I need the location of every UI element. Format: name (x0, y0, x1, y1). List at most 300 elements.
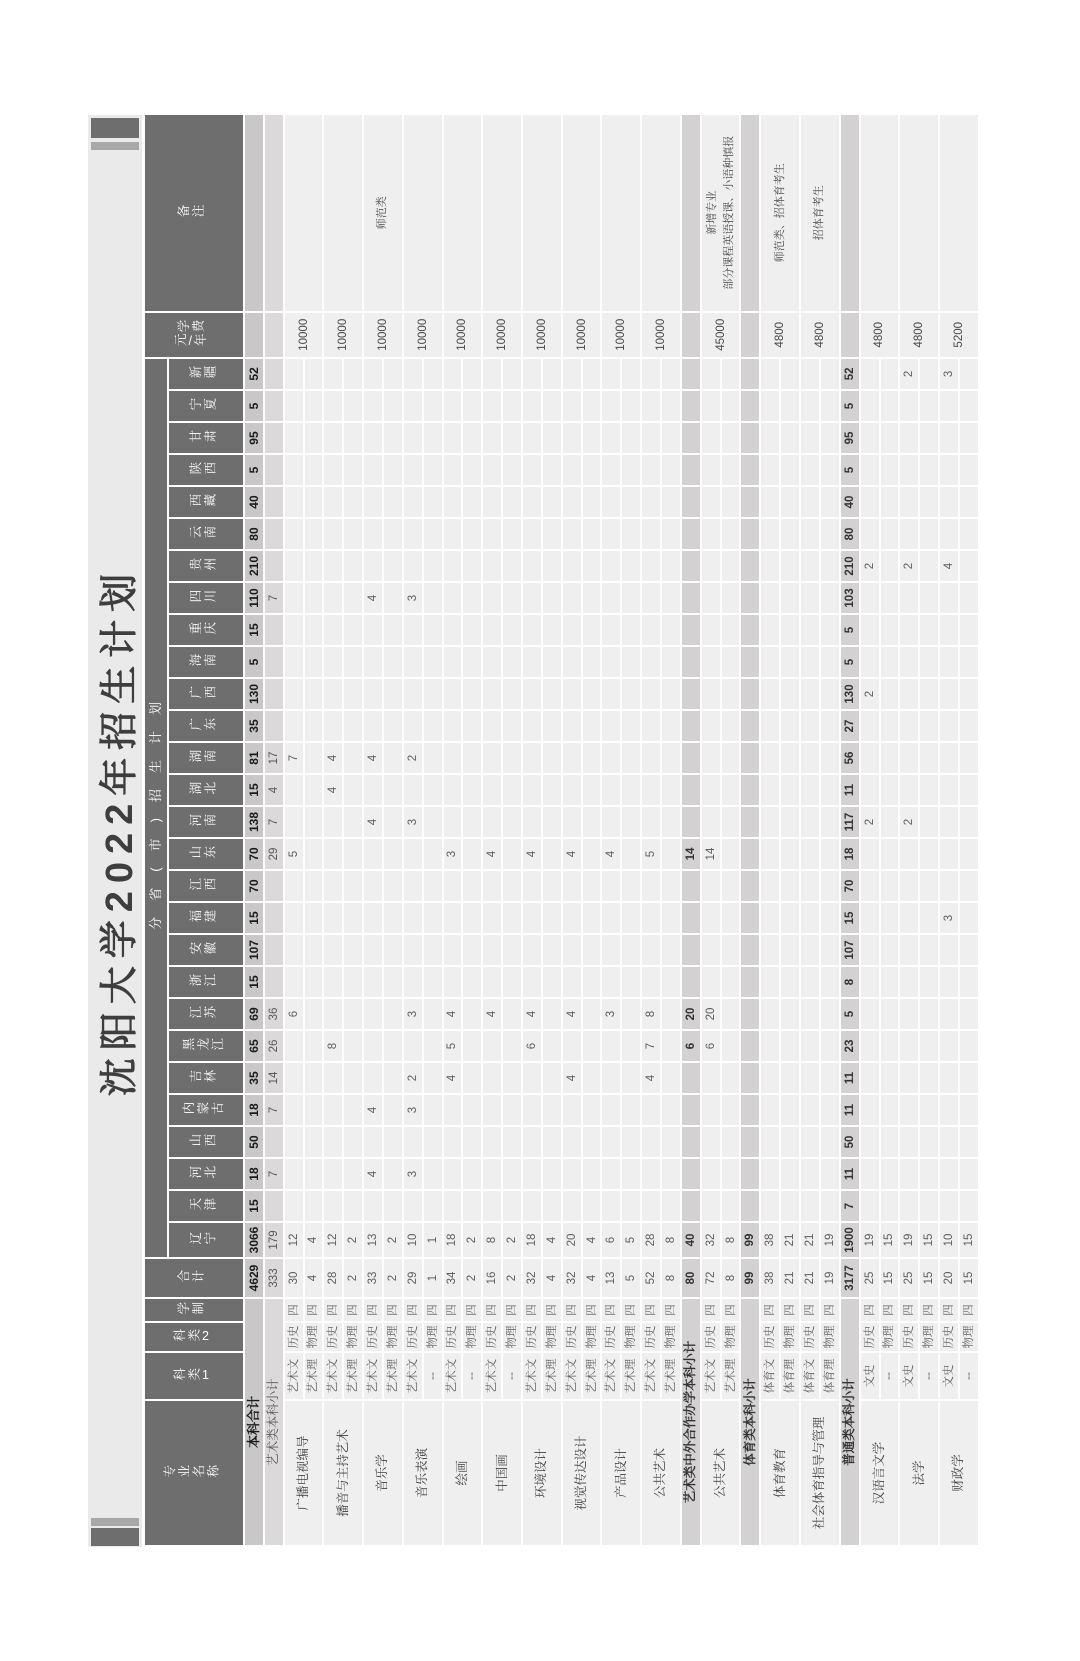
province-value-cell (502, 518, 522, 550)
province-value-cell: 70 (244, 838, 264, 870)
duration-cell: 四 (880, 1298, 900, 1322)
province-value-cell (860, 934, 880, 966)
province-value-cell (502, 1126, 522, 1158)
province-value-cell: 4 (562, 998, 582, 1030)
province-value-cell (721, 582, 741, 614)
province-value-cell (343, 358, 363, 390)
province-value-cell (780, 582, 800, 614)
province-value-cell (860, 582, 880, 614)
province-value-cell (304, 1030, 324, 1062)
province-value-cell (780, 358, 800, 390)
province-value-cell (323, 1126, 343, 1158)
subject-type2-cell: 历史 (701, 1322, 721, 1352)
province-value-cell (800, 774, 820, 806)
province-value-cell: 80 (244, 518, 264, 550)
province-value-cell (959, 838, 979, 870)
total-value-cell: 4 (542, 1258, 562, 1298)
total-value-cell: 8 (721, 1258, 741, 1298)
province-value-cell (363, 966, 383, 998)
province-value-cell (423, 902, 443, 934)
province-value-cell (880, 774, 900, 806)
province-value-cell (462, 870, 482, 902)
province-value-cell (959, 582, 979, 614)
province-value-cell (661, 710, 681, 742)
subject-type1-cell: 艺术文 (601, 1352, 621, 1400)
province-value-cell (820, 1094, 840, 1126)
subject-type1-cell: 艺术文 (284, 1352, 304, 1400)
province-value-cell (423, 358, 443, 390)
province-value-cell (661, 1126, 681, 1158)
province-value-cell (582, 550, 602, 582)
tuition-cell: 5200 (939, 312, 979, 358)
province-value-cell (542, 614, 562, 646)
province-value-cell (284, 614, 304, 646)
province-value-cell (860, 966, 880, 998)
remark-cell (323, 114, 363, 312)
tuition-cell: 10000 (323, 312, 363, 358)
province-header: 河南 (168, 806, 244, 838)
province-value-cell (502, 678, 522, 710)
table-row (760, 114, 780, 1546)
subject-type2-cell: 物理 (661, 1322, 681, 1352)
subject-type2-cell: 物理 (462, 1322, 482, 1352)
province-value-cell (403, 902, 423, 934)
province-value-cell: 130 (840, 678, 860, 710)
province-value-cell (621, 1158, 641, 1190)
province-value-cell (363, 390, 383, 422)
province-value-cell (462, 806, 482, 838)
province-value-cell (582, 774, 602, 806)
province-value-cell (939, 1094, 959, 1126)
province-value-cell (502, 646, 522, 678)
province-value-cell (264, 358, 284, 390)
province-value-cell (661, 934, 681, 966)
province-value-cell (899, 838, 919, 870)
province-value-cell (284, 1158, 304, 1190)
province-value-cell (403, 422, 423, 454)
province-value-cell (562, 518, 582, 550)
province-value-cell (701, 806, 721, 838)
subject-type2-cell: 历史 (403, 1322, 423, 1352)
province-header: 宁夏 (168, 390, 244, 422)
province-value-cell (323, 422, 343, 454)
province-value-cell (284, 1030, 304, 1062)
province-value-cell (860, 998, 880, 1030)
province-value-cell (423, 550, 443, 582)
province-header: 黑龙江 (168, 1030, 244, 1062)
page-title: 沈阳大学2022年招生计划 (98, 565, 141, 1097)
tuition-header: 学费 元/年 (144, 312, 244, 358)
province-value-cell (880, 806, 900, 838)
title-bar (88, 115, 142, 1547)
province-header: 安徽 (168, 934, 244, 966)
province-value-cell (601, 742, 621, 774)
province-value-cell (542, 486, 562, 518)
province-value-cell (403, 870, 423, 902)
major-name-cell: 音乐表演 (403, 1400, 443, 1546)
total-value-cell: 20 (939, 1258, 959, 1298)
province-value-cell (721, 646, 741, 678)
province-value-cell (601, 1030, 621, 1062)
province-value-cell: 13 (363, 1222, 383, 1258)
table-row (800, 114, 820, 1546)
province-value-cell (502, 902, 522, 934)
province-value-cell (601, 678, 621, 710)
province-value-cell (383, 582, 403, 614)
province-value-cell (462, 390, 482, 422)
province-value-cell (542, 454, 562, 486)
province-value-cell (760, 646, 780, 678)
duration-cell: 四 (502, 1298, 522, 1322)
province-value-cell: 4 (482, 998, 502, 1030)
province-value-cell (641, 1126, 661, 1158)
remark-cell (562, 114, 602, 312)
province-value-cell: 4 (323, 774, 343, 806)
province-value-cell (701, 678, 721, 710)
province-value-cell (780, 390, 800, 422)
province-value-cell (740, 550, 760, 582)
province-value-cell (482, 870, 502, 902)
province-value-cell (760, 1190, 780, 1222)
province-value-cell (383, 614, 403, 646)
province-value-cell (681, 870, 701, 902)
province-value-cell (323, 582, 343, 614)
province-value-cell (800, 1062, 820, 1094)
table-row (701, 114, 721, 1546)
province-value-cell: 5 (244, 454, 264, 486)
province-value-cell (601, 774, 621, 806)
province-value-cell (343, 614, 363, 646)
province-value-cell (343, 646, 363, 678)
remark-cell (482, 114, 522, 312)
major-name-cell: 体育教育 (760, 1400, 800, 1546)
province-value-cell (681, 902, 701, 934)
province-header: 福建 (168, 902, 244, 934)
province-value-cell (880, 1030, 900, 1062)
province-value-cell (860, 710, 880, 742)
province-value-cell: 3 (403, 1094, 423, 1126)
province-value-cell (661, 422, 681, 454)
province-value-cell (740, 678, 760, 710)
province-value-cell (264, 550, 284, 582)
duration-cell: 四 (482, 1298, 502, 1322)
total-value-cell: 15 (880, 1258, 900, 1298)
province-value-cell (740, 1158, 760, 1190)
province-value-cell (562, 486, 582, 518)
province-value-cell: 3 (403, 582, 423, 614)
province-value-cell (880, 1062, 900, 1094)
province-header: 西藏 (168, 486, 244, 518)
province-value-cell (939, 1158, 959, 1190)
province-value-cell (800, 806, 820, 838)
province-value-cell (919, 998, 939, 1030)
subject-type2-cell: 历史 (800, 1322, 820, 1352)
province-value-cell (462, 1190, 482, 1222)
total-value-cell: 34 (443, 1258, 463, 1298)
province-value-cell: 20 (681, 998, 701, 1030)
duration-cell: 四 (323, 1298, 343, 1322)
province-value-cell (284, 1190, 304, 1222)
province-value-cell (284, 710, 304, 742)
province-value-cell: 6 (601, 1222, 621, 1258)
total-value-cell: 32 (522, 1258, 542, 1298)
province-value-cell (919, 902, 939, 934)
province-value-cell (403, 710, 423, 742)
province-value-cell (681, 582, 701, 614)
province-value-cell (542, 678, 562, 710)
remark-cell: 招体育考生 (800, 114, 840, 312)
province-value-cell: 15 (880, 1222, 900, 1258)
province-value-cell (899, 1030, 919, 1062)
subject-type2-header: 科类2 (144, 1322, 244, 1352)
province-value-cell (740, 614, 760, 646)
province-value-cell (522, 774, 542, 806)
province-value-cell (284, 358, 304, 390)
province-value-cell (423, 966, 443, 998)
province-value-cell (383, 710, 403, 742)
province-value-cell (760, 390, 780, 422)
province-value-cell (899, 998, 919, 1030)
province-value-cell (621, 454, 641, 486)
duration-cell: 四 (462, 1298, 482, 1322)
category-subtotal-label: 艺术类中外合作办学本科小计 (681, 1298, 701, 1546)
province-value-cell: 6 (522, 1030, 542, 1062)
province-value-cell (800, 742, 820, 774)
province-value-cell (343, 870, 363, 902)
province-value-cell: 36 (264, 998, 284, 1030)
province-value-cell (820, 1062, 840, 1094)
province-value-cell (740, 710, 760, 742)
remark-cell: 新增专业 部分课程英语授课、小语种慎报 (701, 114, 741, 312)
province-value-cell (423, 422, 443, 454)
province-value-cell (363, 614, 383, 646)
province-value-cell (681, 678, 701, 710)
province-value-cell (621, 902, 641, 934)
duration-cell: 四 (919, 1298, 939, 1322)
province-value-cell (899, 1158, 919, 1190)
province-value-cell (502, 774, 522, 806)
province-value-cell (621, 678, 641, 710)
province-value-cell: 7 (264, 1094, 284, 1126)
province-value-cell (323, 550, 343, 582)
province-value-cell (721, 806, 741, 838)
province-value-cell (284, 582, 304, 614)
major-name-cell: 财政学 (939, 1400, 979, 1546)
province-value-cell (701, 934, 721, 966)
province-header: 山西 (168, 1126, 244, 1158)
province-value-cell (800, 902, 820, 934)
total-value-cell: 4 (304, 1258, 324, 1298)
province-value-cell (701, 454, 721, 486)
province-value-cell (502, 870, 522, 902)
province-value-cell: 4 (482, 838, 502, 870)
province-value-cell (780, 966, 800, 998)
table-row (244, 114, 264, 1546)
major-name-cell: 音乐学 (363, 1400, 403, 1546)
tuition-cell: 10000 (641, 312, 681, 358)
province-value-cell (383, 902, 403, 934)
province-value-cell (880, 678, 900, 710)
province-value-cell: 15 (919, 1222, 939, 1258)
province-value-cell (721, 774, 741, 806)
province-value-cell (740, 1030, 760, 1062)
province-value-cell (423, 582, 443, 614)
duration-cell: 四 (860, 1298, 880, 1322)
province-value-cell: 18 (443, 1222, 463, 1258)
province-value-cell (482, 550, 502, 582)
tuition-cell: 10000 (522, 312, 562, 358)
province-value-cell: 14 (701, 838, 721, 870)
province-value-cell (820, 966, 840, 998)
province-value-cell: 95 (840, 422, 860, 454)
province-value-cell: 2 (899, 550, 919, 582)
province-value-cell (820, 390, 840, 422)
province-value-cell: 70 (840, 870, 860, 902)
province-value-cell (582, 358, 602, 390)
province-value-cell (919, 358, 939, 390)
province-value-cell (502, 550, 522, 582)
subject-type2-cell: 物理 (582, 1322, 602, 1352)
province-value-cell (919, 678, 939, 710)
province-value-cell (939, 870, 959, 902)
province-value-cell (284, 902, 304, 934)
province-value-cell (304, 1190, 324, 1222)
duration-cell: 四 (383, 1298, 403, 1322)
province-value-cell (462, 934, 482, 966)
subject-type1-cell: 艺术文 (701, 1352, 721, 1400)
province-value-cell (740, 1126, 760, 1158)
province-value-cell (502, 358, 522, 390)
province-value-cell (601, 1158, 621, 1190)
province-value-cell (899, 774, 919, 806)
province-value-cell (860, 1126, 880, 1158)
province-value-cell (661, 1158, 681, 1190)
province-value-cell: 6 (284, 998, 304, 1030)
province-value-cell: 99 (740, 1222, 760, 1258)
province-value-cell: 5 (641, 838, 661, 870)
province-value-cell (304, 1126, 324, 1158)
duration-cell: 四 (601, 1298, 621, 1322)
total-value-cell: 21 (800, 1258, 820, 1298)
province-value-cell: 5 (840, 454, 860, 486)
province-value-cell (701, 486, 721, 518)
province-value-cell (502, 998, 522, 1030)
province-value-cell (304, 774, 324, 806)
province-value-cell (919, 486, 939, 518)
subject-type2-cell: 历史 (522, 1322, 542, 1352)
province-value-cell: 11 (840, 1094, 860, 1126)
province-value-cell (482, 774, 502, 806)
province-value-cell: 4 (323, 742, 343, 774)
province-value-cell (641, 646, 661, 678)
province-value-cell (562, 710, 582, 742)
province-value-cell (482, 966, 502, 998)
province-value-cell (800, 646, 820, 678)
province-value-cell (403, 646, 423, 678)
province-value-cell: 4 (562, 838, 582, 870)
province-value-cell (403, 678, 423, 710)
province-value-cell (939, 1030, 959, 1062)
province-value-cell: 12 (323, 1222, 343, 1258)
province-value-cell (343, 550, 363, 582)
province-value-cell (661, 486, 681, 518)
province-value-cell (383, 966, 403, 998)
province-value-cell (939, 646, 959, 678)
province-value-cell (343, 742, 363, 774)
province-value-cell (641, 454, 661, 486)
province-value-cell (661, 550, 681, 582)
province-value-cell (919, 838, 939, 870)
province-value-cell (780, 1126, 800, 1158)
province-value-cell: 117 (840, 806, 860, 838)
province-value-cell (363, 774, 383, 806)
province-value-cell (562, 678, 582, 710)
category-subtotal-label: 普通类本科小计 (840, 1298, 860, 1546)
subject-type2-cell: 物理 (780, 1322, 800, 1352)
province-value-cell (522, 1158, 542, 1190)
province-value-cell (304, 998, 324, 1030)
subject-type1-cell: 艺术文 (363, 1352, 383, 1400)
province-value-cell (820, 742, 840, 774)
province-value-cell (959, 486, 979, 518)
province-value-cell (264, 710, 284, 742)
table-row (482, 114, 502, 1546)
province-value-cell (641, 966, 661, 998)
province-value-cell (403, 614, 423, 646)
province-value-cell (383, 358, 403, 390)
province-value-cell (562, 806, 582, 838)
total-value-cell: 32 (562, 1258, 582, 1298)
subject-type1-cell: 艺术文 (323, 1352, 343, 1400)
rotated-stage (88, 115, 980, 1547)
province-value-cell (760, 998, 780, 1030)
province-value-cell (323, 710, 343, 742)
province-value-cell (800, 710, 820, 742)
province-value-cell (641, 518, 661, 550)
duration-cell: 四 (721, 1298, 741, 1322)
province-value-cell (780, 870, 800, 902)
province-value-cell (383, 1126, 403, 1158)
province-value-cell: 110 (244, 582, 264, 614)
province-value-cell (582, 934, 602, 966)
province-value-cell (343, 390, 363, 422)
province-value-cell (582, 1030, 602, 1062)
duration-cell: 四 (621, 1298, 641, 1322)
province-value-cell (482, 646, 502, 678)
province-value-cell (443, 550, 463, 582)
province-value-cell (681, 742, 701, 774)
province-value-cell (542, 774, 562, 806)
province-value-cell (681, 1126, 701, 1158)
province-value-cell (740, 806, 760, 838)
province-value-cell: 8 (482, 1222, 502, 1258)
province-value-cell (681, 1190, 701, 1222)
table-row (323, 114, 343, 1546)
province-value-cell (661, 1094, 681, 1126)
province-value-cell (939, 582, 959, 614)
province-value-cell (760, 870, 780, 902)
province-value-cell (959, 454, 979, 486)
province-value-cell (780, 518, 800, 550)
province-value-cell (959, 614, 979, 646)
province-value-cell (562, 934, 582, 966)
duration-cell: 四 (403, 1298, 423, 1322)
province-header: 江西 (168, 870, 244, 902)
province-value-cell (323, 1094, 343, 1126)
province-value-cell: 4 (363, 806, 383, 838)
province-value-cell (443, 422, 463, 454)
province-value-cell (820, 678, 840, 710)
